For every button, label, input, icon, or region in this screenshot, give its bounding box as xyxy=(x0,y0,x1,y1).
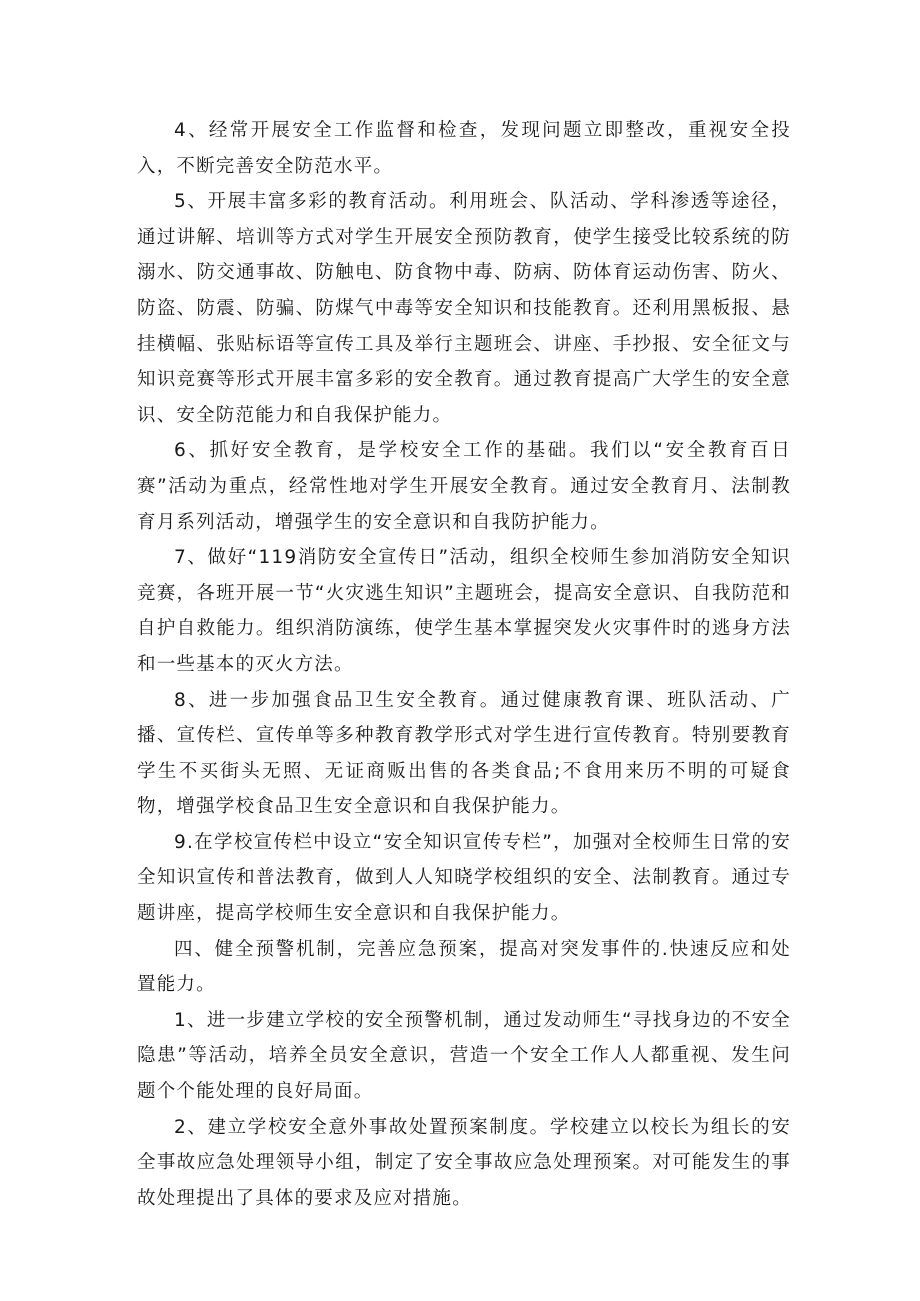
paragraph-item-9: 9.在学校宣传栏中设立“安全知识宣传专栏”，加强对全校师生日常的安全知识宣传和普法教育，做到人人知晓学校组织的安全、法制教育。通过专题讲座，提高学校师生安全意识和自我保护能力。 xyxy=(137,831,791,925)
paragraph-item-6: 6、抓好安全教育，是学校安全工作的基础。我们以“安全教育百日赛”活动为重点，经常性地对学生开展安全教育。通过安全教育月、法制教育月系列活动，增强学生的安全意识和自我防护能力。 xyxy=(137,440,791,533)
paragraph-item-7: 7、做好“119消防安全宣传日”活动，组织全校师生参加消防安全知识竞赛，各班开展一节“火灾逃生知识”主题班会，提高安全意识、自我防范和自护自救能力。组织消防演练，使学生基本掌握突发火灾事件时的逃身方法和一些基本的灭火方法。 xyxy=(137,547,791,675)
section-heading-4: 四、健全预警机制，完善应急预案，提高对突发事件的.快速反应和处置能力。 xyxy=(137,938,791,996)
paragraph-item-1: 1、进一步建立学校的安全预警机制，通过发动师生“寻找身边的不安全隐患”等活动，培养全员安全意识，营造一个安全工作人人都重视、发生问题个个能处理的良好局面。 xyxy=(137,1009,791,1103)
paragraph-item-4: 4、经常开展安全工作监督和检查，发现问题立即整改，重视安全投入，不断完善安全防范水平。 xyxy=(137,120,791,177)
paragraph-item-8: 8、进一步加强食品卫生安全教育。通过健康教育课、班队活动、广播、宣传栏、宣传单等多种教育教学形式对学生进行宣传教育。特别要教育学生不买街头无照、无证商贩出售的各类食品;不食用来历不明的可疑食物，增强学校食品卫生安全意识和自我保护能力。 xyxy=(137,689,791,818)
document-body xyxy=(137,113,791,1216)
paragraph-item-5: 5、开展丰富多彩的教育活动。利用班会、队活动、学科渗透等途径，通过讲解、培训等方式对学生开展安全预防教育，使学生接受比较系统的防溺水、防交通事故、防触电、防食物中毒、防病、防体育运动伤害、防火、防盗、防震、防骗、防煤气中毒等安全知识和技能教育。还利用黑板报、悬挂横幅、张贴标语等宣传工具及举行主题班会、讲座、手抄报、安全征文与知识竞赛等形式开展丰富多彩的安全教育。通过教育提高广大学生的安全意识、安全防范能力和自我保护能力。 xyxy=(137,191,791,426)
paragraph-item-2: 2、建立学校安全意外事故处置预案制度。学校建立以校长为组长的安全事故应急处理领导小组，制定了安全事故应急处理预案。对可能发生的事故处理提出了具体的要求及应对措施。 xyxy=(137,1116,791,1209)
